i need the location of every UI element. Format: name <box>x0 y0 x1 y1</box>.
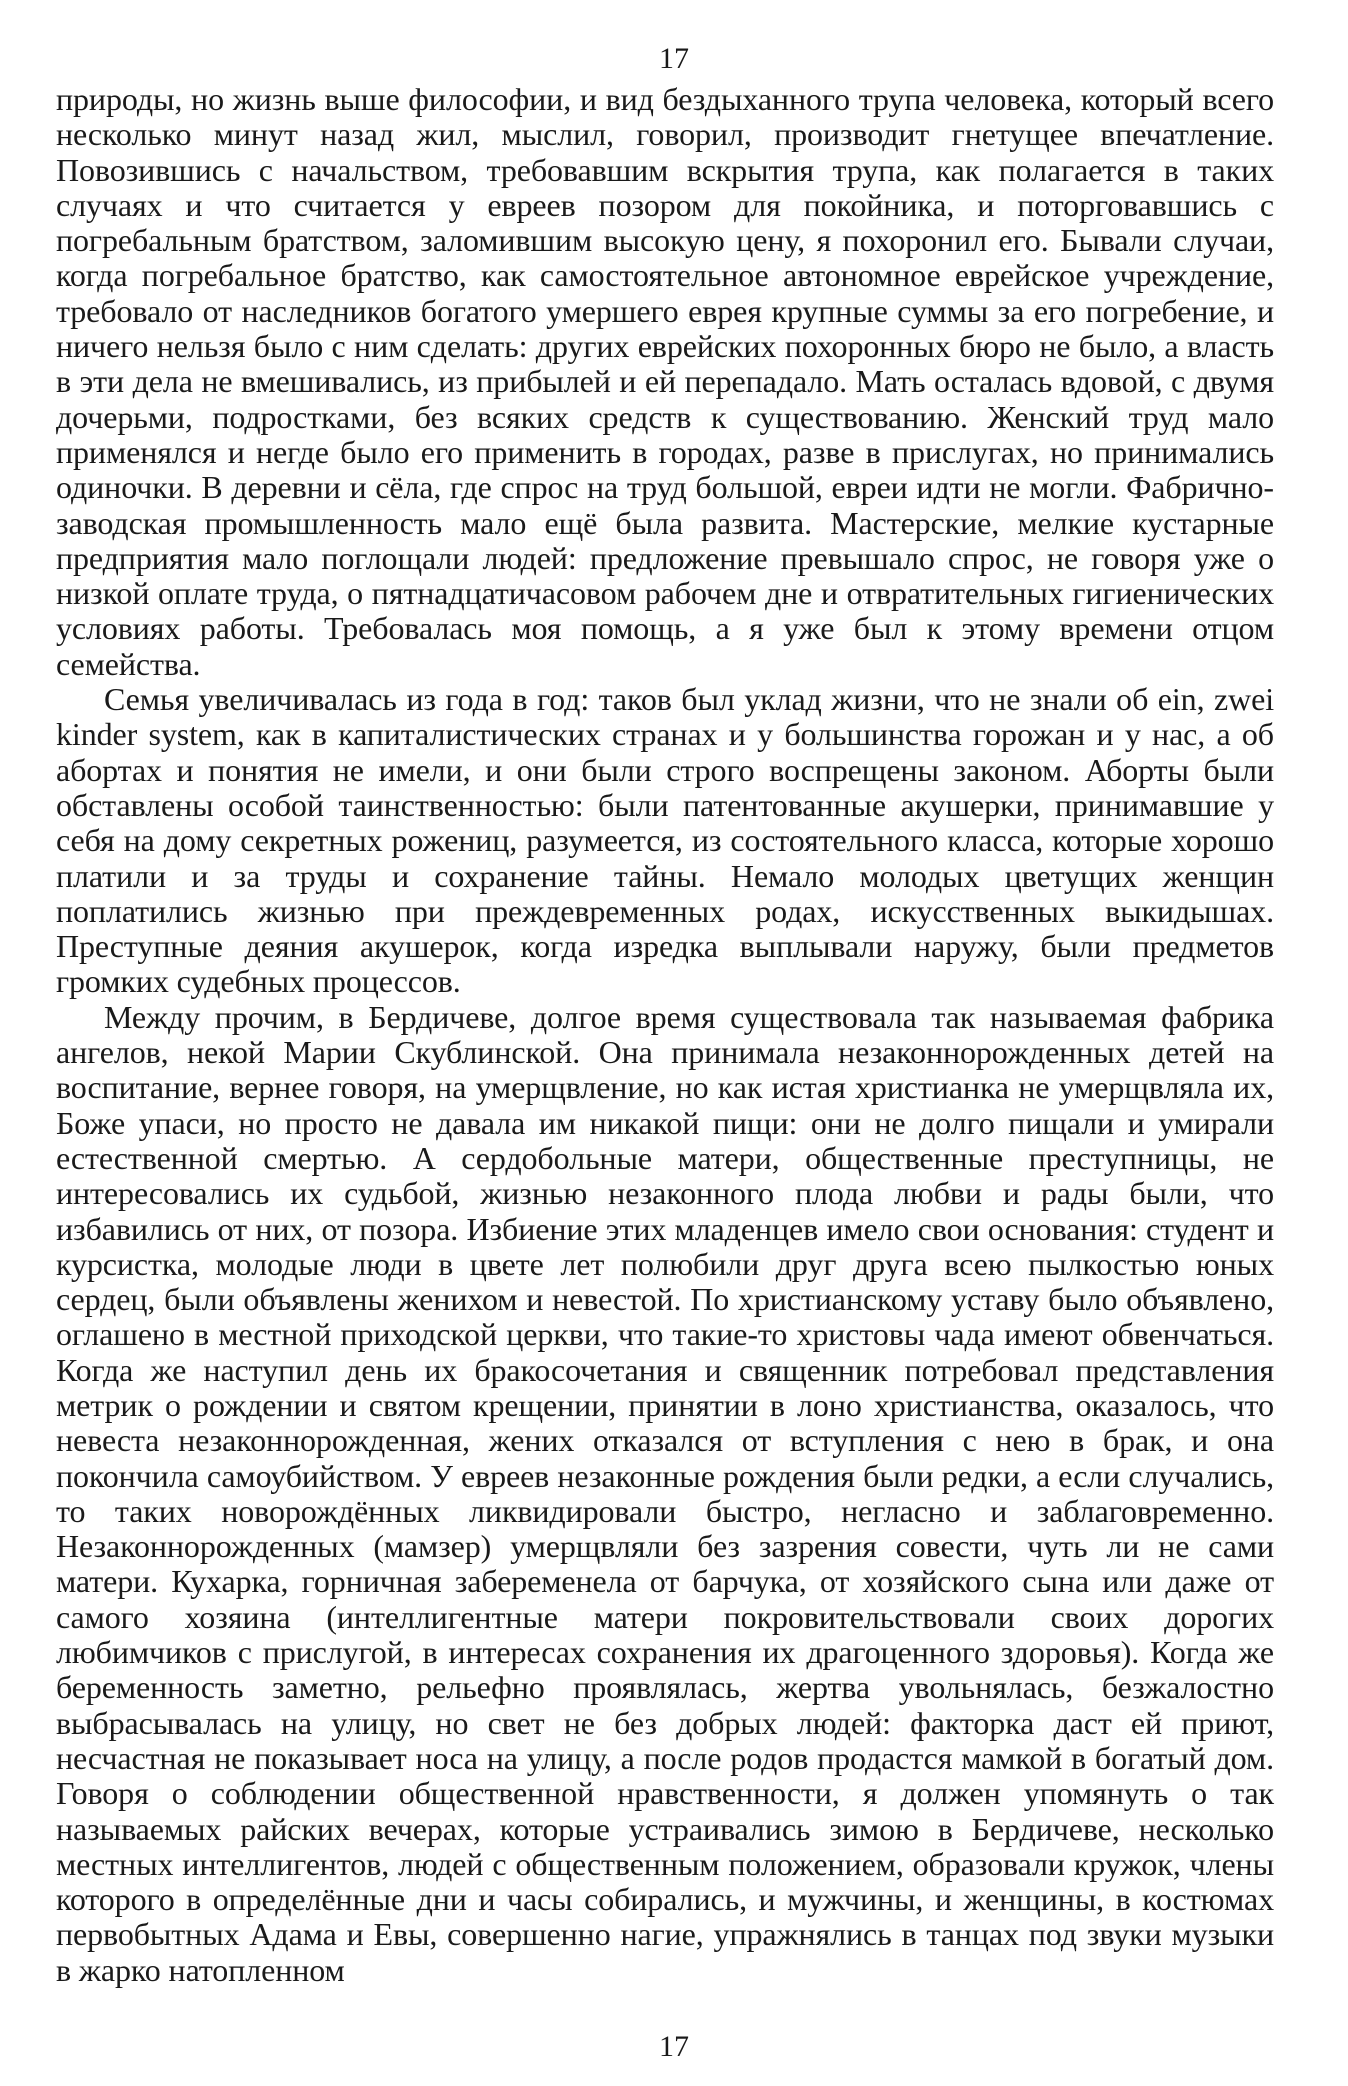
paragraph-3: Между прочим, в Бердичеве, долгое время существовала так называемая фабрика ангелов, некой Марии Скублинской. Она принимала незаконнорожденных детей на воспитание, вернее говоря, на умерщвление, но как истая христианка не умерщвляла их, Боже упаси, но просто не давала им никакой пищи: они не долго пищали и умирали естественной смертью. А сердобольные матери, общественные преступницы, не интересовались их судьбой, жизнью незаконного плода любви и рады были, что избавились от них, от позора. Избиение этих младенцев имело свои основания: студент и курсистка, молодые люди в цвете лет полюбили друг друга всею пылкостью юных сердец, были объявлены женихом и невестой. По христианскому уставу было объявлено, оглашено в местной приходской церкви, что такие-то христовы чада имеют обвенчаться. Когда же наступил день их бракосочетания и священник потребовал представления метрик о рождении и святом крещении, принятии в лоно христианства, оказалось, что невеста незаконнорожденная, жених отказался от вступления с нею в брак, и она покончила самоубийством. У евреев незаконные рождения были редки, а если случались, то таких новорождённых ликвидировали быстро, негласно и заблаговременно. Незаконнорожденных (мамзер) умерщвляли без зазрения совести, чуть ли не сами матери. Кухарка, горничная забеременела от барчука, от хозяйского сына или даже от самого хозяина (интеллигентные матери покровительствовали своих дорогих любимчиков с прислугой, в интересах сохранения их драгоценного здоровья). Когда же беременность заметно, рельефно проявлялась, жертва увольнялась, безжалостно выбрасывалась на улицу, но свет не без добрых людей: факторка даст ей приют, несчастная не показывает носа на улицу, а после родов продастся мамкой в богатый дом. Говоря о соблюдении общественной нравственности, я должен упомянуть о так называемых райских вечерах, которые устраивались зимою в Бердичеве, несколько местных интеллигентов, людей с общественным положением, образовали кружок, члены которого в определённые дни и часы собирались, и мужчины, и женщины, в костюмах первобытных Адама и Евы, совершенно нагие, упражнялись в танцах под звуки музыки в жарко натопленном <box>56 998 1274 1988</box>
paragraph-1: природы, но жизнь выше философии, и вид бездыханного трупа человека, который всего несколько минут назад жил, мыслил, говорил, производит гнетущее впечатление. Повозившись с начальством, требовавшим вскрытия трупа, как полагается в таких случаях и что считается у евреев позором для покойника, и поторговавшись с погребальным братством, заломившим высокую цену, я похоронил его. Бывали случаи, когда погребальное братство, как самостоятельное автономное еврейское учреждение, требовало от наследников богатого умершего еврея крупные суммы за его погребение, и ничего нельзя было с ним сделать: других еврейских похоронных бюро не было, а власть в эти дела не вмешивались, из прибылей и ей перепадало. Мать осталась вдовой, с двумя дочерьми, подростками, без всяких средств к существованию. Женский труд мало применялся и негде было его применить в городах, разве в прислугах, но принимались одиночки. В деревни и сёла, где спрос на труд большой, евреи идти не могли. Фабрично-заводская промышленность мало ещё была развита. Мастерские, мелкие кустарные предприятия мало поглощали людей: предложение превышало спрос, не говоря уже о низкой оплате труда, о пятнадцатичасовом рабочем дне и отвратительных гигиенических условиях работы. Требовалась моя помощь, а я уже был к этому времени отцом семейства. <box>56 81 1274 682</box>
body-text <box>56 82 1274 1988</box>
paragraph-2: Семья увеличивалась из года в год: таков был уклад жизни, что не знали об ein, zwei kinder system, как в капиталистических странах и у большинства горожан и у нас, а об абортах и понятия не имели, и они были строго воспрещены законом. Аборты были обставлены особой таинственностью: были патентованные акушерки, принимавшие у себя на дому секретных рожениц, разумеется, из состоятельного класса, которые хорошо платили и за труды и сохранение тайны. Немало молодых цветущих женщин поплатились жизнью при преждевременных родах, искусственных выкидышах. Преступные деяния акушерок, когда изредка выплывали наружу, были предметов громких судебных процессов. <box>56 681 1274 1000</box>
page-number-top: 17 <box>659 42 689 75</box>
page-number-bottom: 17 <box>659 2030 689 2063</box>
